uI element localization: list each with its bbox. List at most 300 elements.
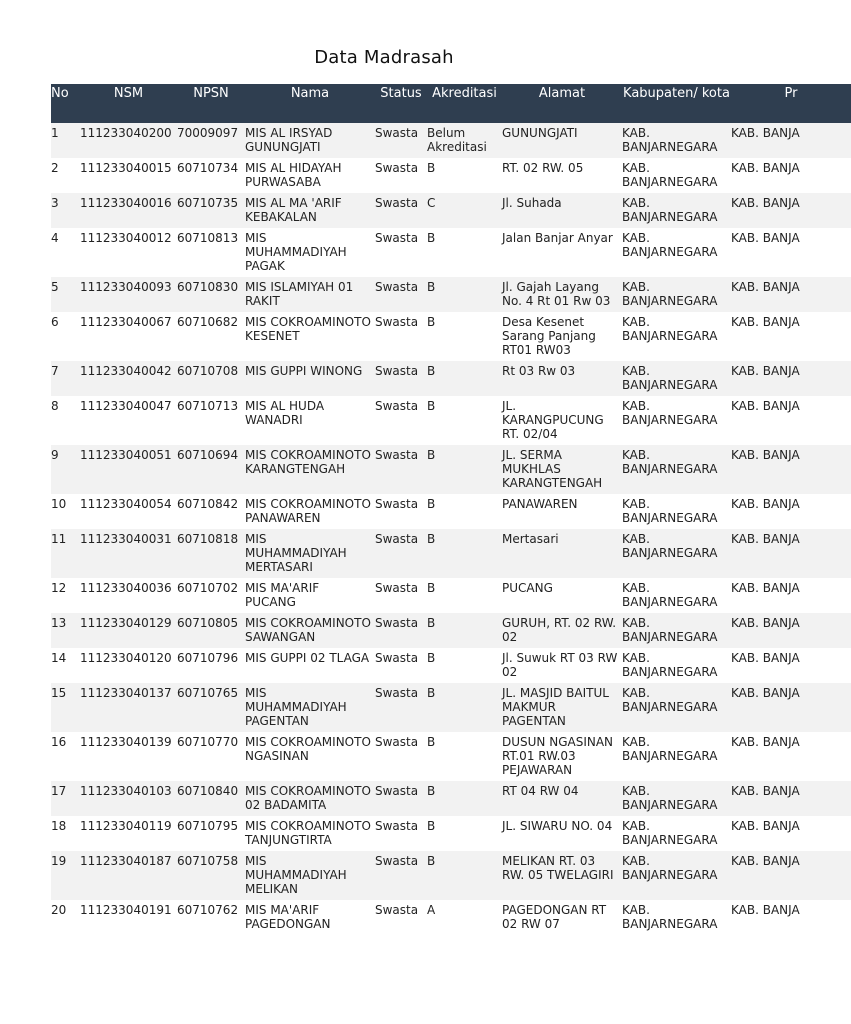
cell-text-nsm: 111233040036 — [80, 581, 172, 595]
cell-kabupaten — [622, 529, 731, 578]
cell-text-no: 17 — [51, 784, 67, 798]
cell-text-akreditasi: B — [427, 616, 436, 630]
cell-text-provinsi: KAB. BANJA — [731, 784, 800, 798]
cell-provinsi — [731, 228, 851, 277]
cell-nama — [245, 683, 375, 732]
cell-status — [375, 851, 427, 900]
cell-provinsi — [731, 123, 851, 158]
cell-npsn — [177, 396, 245, 445]
cell-kabupaten — [622, 396, 731, 445]
cell-text-npsn: 60710796 — [177, 651, 239, 665]
cell-status — [375, 123, 427, 158]
cell-nama — [245, 900, 375, 935]
cell-kabupaten — [622, 851, 731, 900]
cell-text-nsm: 111233040015 — [80, 161, 172, 175]
cell-text-provinsi: KAB. BANJA — [731, 686, 800, 700]
cell-text-akreditasi: B — [427, 854, 436, 868]
cell-nama — [245, 158, 375, 193]
cell-alamat — [502, 613, 622, 648]
cell-text-nsm: 111233040042 — [80, 364, 172, 378]
cell-provinsi — [731, 578, 851, 613]
cell-nsm — [80, 123, 177, 158]
cell-no — [51, 851, 80, 900]
cell-text-nama: MIS COKROAMINOTO 02 BADAMITA — [245, 784, 371, 812]
cell-text-akreditasi: B — [427, 448, 436, 462]
cell-no — [51, 277, 80, 312]
cell-text-status: Swasta — [375, 819, 419, 833]
cell-text-alamat: DUSUN NGASINAN RT.01 RW.03 PEJAWARAN — [502, 735, 614, 777]
cell-kabupaten — [622, 123, 731, 158]
cell-text-akreditasi: B — [427, 581, 436, 595]
cell-text-status: Swasta — [375, 399, 419, 413]
cell-text-provinsi: KAB. BANJA — [731, 126, 800, 140]
cell-text-alamat: RT 04 RW 04 — [502, 784, 579, 798]
cell-status — [375, 494, 427, 529]
cell-akreditasi — [427, 851, 502, 900]
table-row — [51, 732, 851, 781]
col-header-akreditasi: Akreditasi — [432, 86, 497, 101]
cell-nsm — [80, 494, 177, 529]
cell-nsm — [80, 228, 177, 277]
cell-text-npsn: 60710765 — [177, 686, 239, 700]
cell-text-nama: MIS COKROAMINOTO PANAWAREN — [245, 497, 371, 525]
cell-alamat — [502, 648, 622, 683]
cell-nama — [245, 613, 375, 648]
cell-text-nama: MIS COKROAMINOTO KARANGTENGAH — [245, 448, 371, 476]
cell-text-provinsi: KAB. BANJA — [731, 497, 800, 511]
cell-nsm — [80, 361, 177, 396]
cell-akreditasi — [427, 578, 502, 613]
cell-kabupaten — [622, 578, 731, 613]
cell-no — [51, 396, 80, 445]
cell-text-akreditasi: B — [427, 735, 436, 749]
cell-no — [51, 529, 80, 578]
cell-text-alamat: PUCANG — [502, 581, 553, 595]
cell-provinsi — [731, 396, 851, 445]
cell-nama — [245, 445, 375, 494]
cell-text-nama: MIS COKROAMINOTO NGASINAN — [245, 735, 371, 763]
cell-no — [51, 816, 80, 851]
cell-text-status: Swasta — [375, 231, 419, 245]
cell-status — [375, 193, 427, 228]
cell-no — [51, 494, 80, 529]
cell-text-no: 8 — [51, 399, 59, 413]
cell-nsm — [80, 158, 177, 193]
cell-text-no: 2 — [51, 161, 59, 175]
cell-text-npsn: 70009097 — [177, 126, 239, 140]
cell-text-status: Swasta — [375, 651, 419, 665]
cell-text-provinsi: KAB. BANJA — [731, 735, 800, 749]
cell-text-akreditasi: B — [427, 819, 436, 833]
cell-text-status: Swasta — [375, 616, 419, 630]
cell-text-no: 15 — [51, 686, 67, 700]
cell-npsn — [177, 193, 245, 228]
cell-provinsi — [731, 900, 851, 935]
cell-text-npsn: 60710708 — [177, 364, 239, 378]
cell-alamat — [502, 900, 622, 935]
cell-text-nsm: 111233040191 — [80, 903, 172, 917]
cell-provinsi — [731, 158, 851, 193]
cell-npsn — [177, 277, 245, 312]
cell-text-nama: MIS GUPPI 02 TLAGA — [245, 651, 370, 665]
cell-alamat — [502, 781, 622, 816]
cell-text-nsm: 111233040067 — [80, 315, 172, 329]
cell-text-nama: MIS COKROAMINOTO KESENET — [245, 315, 371, 343]
cell-text-nsm: 111233040129 — [80, 616, 172, 630]
cell-nama — [245, 228, 375, 277]
table-row — [51, 277, 851, 312]
cell-kabupaten — [622, 683, 731, 732]
cell-npsn — [177, 494, 245, 529]
table-row — [51, 781, 851, 816]
cell-text-alamat: Mertasari — [502, 532, 559, 546]
cell-text-status: Swasta — [375, 686, 419, 700]
madrasah-table-container — [51, 84, 800, 935]
cell-kabupaten — [622, 277, 731, 312]
cell-alamat — [502, 312, 622, 361]
cell-alamat — [502, 578, 622, 613]
col-header-npsn: NPSN — [193, 86, 229, 101]
cell-npsn — [177, 123, 245, 158]
cell-text-nama: MIS MA'ARIF PUCANG — [245, 581, 320, 609]
cell-text-provinsi: KAB. BANJA — [731, 315, 800, 329]
cell-text-kabupaten: KAB. BANJARNEGARA — [622, 399, 718, 427]
cell-npsn — [177, 312, 245, 361]
cell-text-alamat: Desa Kesenet Sarang Panjang RT01 RW03 — [502, 315, 596, 357]
cell-nama — [245, 361, 375, 396]
cell-kabupaten — [622, 494, 731, 529]
table-row — [51, 648, 851, 683]
cell-text-nama: MIS COKROAMINOTO TANJUNGTIRTA — [245, 819, 371, 847]
cell-nsm — [80, 445, 177, 494]
cell-akreditasi — [427, 312, 502, 361]
cell-text-nama: MIS MUHAMMADIYAH MERTASARI — [245, 532, 347, 574]
cell-provinsi — [731, 851, 851, 900]
col-header-nama: Nama — [290, 86, 330, 101]
cell-kabupaten — [622, 732, 731, 781]
cell-text-akreditasi: B — [427, 161, 436, 175]
cell-text-akreditasi: B — [427, 315, 436, 329]
table-row — [51, 193, 851, 228]
cell-provinsi — [731, 312, 851, 361]
cell-text-status: Swasta — [375, 126, 419, 140]
cell-status — [375, 312, 427, 361]
cell-text-kabupaten: KAB. BANJARNEGARA — [622, 903, 718, 931]
cell-text-status: Swasta — [375, 280, 419, 294]
cell-text-no: 11 — [51, 532, 67, 546]
cell-text-provinsi: KAB. BANJA — [731, 854, 800, 868]
cell-text-kabupaten: KAB. BANJARNEGARA — [622, 854, 718, 882]
cell-text-kabupaten: KAB. BANJARNEGARA — [622, 364, 718, 392]
cell-text-nama: MIS MUHAMMADIYAH PAGENTAN — [245, 686, 347, 728]
cell-provinsi — [731, 732, 851, 781]
cell-text-nsm: 111233040016 — [80, 196, 172, 210]
cell-text-no: 3 — [51, 196, 59, 210]
cell-text-kabupaten: KAB. BANJARNEGARA — [622, 126, 718, 154]
cell-nama — [245, 529, 375, 578]
cell-text-no: 5 — [51, 280, 59, 294]
cell-nsm — [80, 613, 177, 648]
cell-akreditasi — [427, 123, 502, 158]
cell-status — [375, 648, 427, 683]
cell-status — [375, 158, 427, 193]
cell-text-npsn: 60710735 — [177, 196, 239, 210]
cell-text-nama: MIS ISLAMIYAH 01 RAKIT — [245, 280, 354, 308]
cell-text-nsm: 111233040120 — [80, 651, 172, 665]
col-header-status: Status — [380, 86, 422, 101]
cell-text-no: 20 — [51, 903, 67, 917]
cell-text-npsn: 60710713 — [177, 399, 239, 413]
cell-provinsi — [731, 361, 851, 396]
cell-status — [375, 613, 427, 648]
cell-text-nsm: 111233040200 — [80, 126, 172, 140]
cell-no — [51, 312, 80, 361]
cell-no — [51, 578, 80, 613]
cell-text-alamat: RT. 02 RW. 05 — [502, 161, 584, 175]
cell-text-alamat: Jl. Suhada — [502, 196, 562, 210]
cell-text-npsn: 60710830 — [177, 280, 239, 294]
cell-text-no: 7 — [51, 364, 59, 378]
cell-text-provinsi: KAB. BANJA — [731, 364, 800, 378]
cell-text-provinsi: KAB. BANJA — [731, 532, 800, 546]
cell-nama — [245, 816, 375, 851]
cell-text-provinsi: KAB. BANJA — [731, 448, 800, 462]
cell-akreditasi — [427, 900, 502, 935]
cell-text-provinsi: KAB. BANJA — [731, 616, 800, 630]
cell-status — [375, 277, 427, 312]
cell-nsm — [80, 851, 177, 900]
cell-text-status: Swasta — [375, 448, 419, 462]
cell-alamat — [502, 445, 622, 494]
cell-text-alamat: PAGEDONGAN RT 02 RW 07 — [502, 903, 607, 931]
table-row — [51, 578, 851, 613]
cell-text-status: Swasta — [375, 854, 419, 868]
cell-text-kabupaten: KAB. BANJARNEGARA — [622, 448, 718, 476]
cell-text-alamat: Jl. Suwuk RT 03 RW 02 — [502, 651, 618, 679]
cell-nsm — [80, 277, 177, 312]
cell-provinsi — [731, 529, 851, 578]
cell-akreditasi — [427, 648, 502, 683]
cell-npsn — [177, 158, 245, 193]
cell-text-kabupaten: KAB. BANJARNEGARA — [622, 231, 718, 259]
cell-no — [51, 613, 80, 648]
table-body — [51, 123, 851, 935]
cell-text-npsn: 60710813 — [177, 231, 239, 245]
cell-text-alamat: Rt 03 Rw 03 — [502, 364, 576, 378]
cell-nsm — [80, 900, 177, 935]
cell-text-status: Swasta — [375, 364, 419, 378]
cell-text-nsm: 111233040051 — [80, 448, 172, 462]
col-header-kabupaten: Kabupaten/ kota — [623, 86, 730, 101]
cell-text-npsn: 60710840 — [177, 784, 239, 798]
cell-text-nama: MIS COKROAMINOTO SAWANGAN — [245, 616, 371, 644]
cell-text-nama: MIS AL IRSYAD GUNUNGJATI — [245, 126, 333, 154]
cell-text-no: 12 — [51, 581, 67, 595]
cell-text-kabupaten: KAB. BANJARNEGARA — [622, 784, 718, 812]
cell-alamat — [502, 361, 622, 396]
cell-akreditasi — [427, 277, 502, 312]
cell-text-status: Swasta — [375, 196, 419, 210]
cell-nsm — [80, 816, 177, 851]
cell-nsm — [80, 648, 177, 683]
col-header-no: No — [51, 86, 69, 101]
cell-nama — [245, 277, 375, 312]
cell-nsm — [80, 396, 177, 445]
cell-kabupaten — [622, 900, 731, 935]
cell-kabupaten — [622, 781, 731, 816]
cell-alamat — [502, 683, 622, 732]
cell-text-kabupaten: KAB. BANJARNEGARA — [622, 735, 718, 763]
cell-text-npsn: 60710818 — [177, 532, 239, 546]
cell-text-akreditasi: B — [427, 231, 436, 245]
cell-text-alamat: JL. SIWARU NO. 04 — [502, 819, 613, 833]
cell-nama — [245, 648, 375, 683]
cell-text-status: Swasta — [375, 581, 419, 595]
table-row — [51, 445, 851, 494]
cell-npsn — [177, 613, 245, 648]
cell-text-akreditasi: C — [427, 196, 436, 210]
cell-status — [375, 683, 427, 732]
cell-provinsi — [731, 648, 851, 683]
cell-akreditasi — [427, 781, 502, 816]
cell-text-akreditasi: B — [427, 784, 436, 798]
cell-text-no: 13 — [51, 616, 67, 630]
cell-text-alamat: JL. KARANGPUCUNG RT. 02/04 — [502, 399, 604, 441]
cell-nsm — [80, 683, 177, 732]
cell-text-nsm: 111233040031 — [80, 532, 172, 546]
cell-text-status: Swasta — [375, 903, 419, 917]
cell-no — [51, 683, 80, 732]
cell-text-nama: MIS GUPPI WINONG — [245, 364, 363, 378]
cell-kabupaten — [622, 361, 731, 396]
cell-npsn — [177, 361, 245, 396]
cell-status — [375, 578, 427, 613]
cell-npsn — [177, 732, 245, 781]
table-row — [51, 396, 851, 445]
cell-text-npsn: 60710805 — [177, 616, 239, 630]
cell-text-provinsi: KAB. BANJA — [731, 280, 800, 294]
cell-text-status: Swasta — [375, 532, 419, 546]
cell-no — [51, 193, 80, 228]
cell-text-kabupaten: KAB. BANJARNEGARA — [622, 315, 718, 343]
cell-text-status: Swasta — [375, 735, 419, 749]
cell-akreditasi — [427, 445, 502, 494]
cell-text-npsn: 60710770 — [177, 735, 239, 749]
cell-nama — [245, 312, 375, 361]
cell-alamat — [502, 529, 622, 578]
cell-nama — [245, 851, 375, 900]
cell-kabupaten — [622, 445, 731, 494]
cell-text-nama: MIS AL HUDA WANADRI — [245, 399, 325, 427]
madrasah-table — [51, 84, 851, 935]
cell-akreditasi — [427, 158, 502, 193]
cell-alamat — [502, 277, 622, 312]
cell-no — [51, 732, 80, 781]
cell-akreditasi — [427, 396, 502, 445]
cell-text-alamat: MELIKAN RT. 03 RW. 05 TWELAGIRI — [502, 854, 614, 882]
cell-akreditasi — [427, 816, 502, 851]
cell-alamat — [502, 193, 622, 228]
cell-status — [375, 529, 427, 578]
cell-alamat — [502, 816, 622, 851]
col-header-alamat: Alamat — [538, 86, 586, 101]
cell-npsn — [177, 529, 245, 578]
cell-no — [51, 123, 80, 158]
cell-text-provinsi: KAB. BANJA — [731, 651, 800, 665]
cell-text-akreditasi: B — [427, 686, 436, 700]
page-title: Data Madrasah — [314, 47, 454, 68]
table-row — [51, 361, 851, 396]
cell-text-status: Swasta — [375, 784, 419, 798]
cell-text-status: Swasta — [375, 315, 419, 329]
table-row — [51, 900, 851, 935]
cell-text-kabupaten: KAB. BANJARNEGARA — [622, 497, 718, 525]
cell-text-no: 9 — [51, 448, 59, 462]
cell-kabupaten — [622, 648, 731, 683]
cell-text-kabupaten: KAB. BANJARNEGARA — [622, 196, 718, 224]
table-row — [51, 494, 851, 529]
cell-nama — [245, 396, 375, 445]
cell-text-kabupaten: KAB. BANJARNEGARA — [622, 819, 718, 847]
cell-npsn — [177, 445, 245, 494]
cell-text-no: 14 — [51, 651, 67, 665]
cell-nsm — [80, 529, 177, 578]
cell-no — [51, 445, 80, 494]
cell-provinsi — [731, 445, 851, 494]
cell-text-nama: MIS MUHAMMADIYAH PAGAK — [245, 231, 347, 273]
table-row — [51, 123, 851, 158]
cell-kabupaten — [622, 613, 731, 648]
cell-text-status: Swasta — [375, 161, 419, 175]
cell-provinsi — [731, 683, 851, 732]
cell-provinsi — [731, 613, 851, 648]
cell-npsn — [177, 648, 245, 683]
cell-text-akreditasi: B — [427, 364, 436, 378]
cell-text-alamat: Jalan Banjar Anyar — [502, 231, 613, 245]
table-header-row — [51, 84, 851, 123]
cell-nsm — [80, 578, 177, 613]
cell-no — [51, 900, 80, 935]
cell-text-kabupaten: KAB. BANJARNEGARA — [622, 686, 718, 714]
cell-text-provinsi: KAB. BANJA — [731, 399, 800, 413]
cell-akreditasi — [427, 613, 502, 648]
cell-nama — [245, 193, 375, 228]
cell-text-provinsi: KAB. BANJA — [731, 819, 800, 833]
cell-akreditasi — [427, 683, 502, 732]
cell-text-akreditasi: B — [427, 399, 436, 413]
cell-text-npsn: 60710758 — [177, 854, 239, 868]
cell-text-nsm: 111233040139 — [80, 735, 172, 749]
cell-no — [51, 361, 80, 396]
cell-text-akreditasi: B — [427, 280, 436, 294]
cell-text-nama: MIS AL MA 'ARIF KEBAKALAN — [245, 196, 342, 224]
cell-provinsi — [731, 816, 851, 851]
cell-text-akreditasi: B — [427, 532, 436, 546]
cell-text-no: 10 — [51, 497, 67, 511]
col-header-nsm: NSM — [113, 86, 144, 101]
cell-akreditasi — [427, 361, 502, 396]
cell-nama — [245, 732, 375, 781]
cell-text-kabupaten: KAB. BANJARNEGARA — [622, 651, 718, 679]
cell-provinsi — [731, 277, 851, 312]
cell-text-nama: MIS MA'ARIF PAGEDONGAN — [245, 903, 331, 931]
cell-alamat — [502, 123, 622, 158]
cell-nama — [245, 494, 375, 529]
table-row — [51, 613, 851, 648]
cell-text-no: 4 — [51, 231, 59, 245]
cell-kabupaten — [622, 193, 731, 228]
cell-kabupaten — [622, 158, 731, 193]
